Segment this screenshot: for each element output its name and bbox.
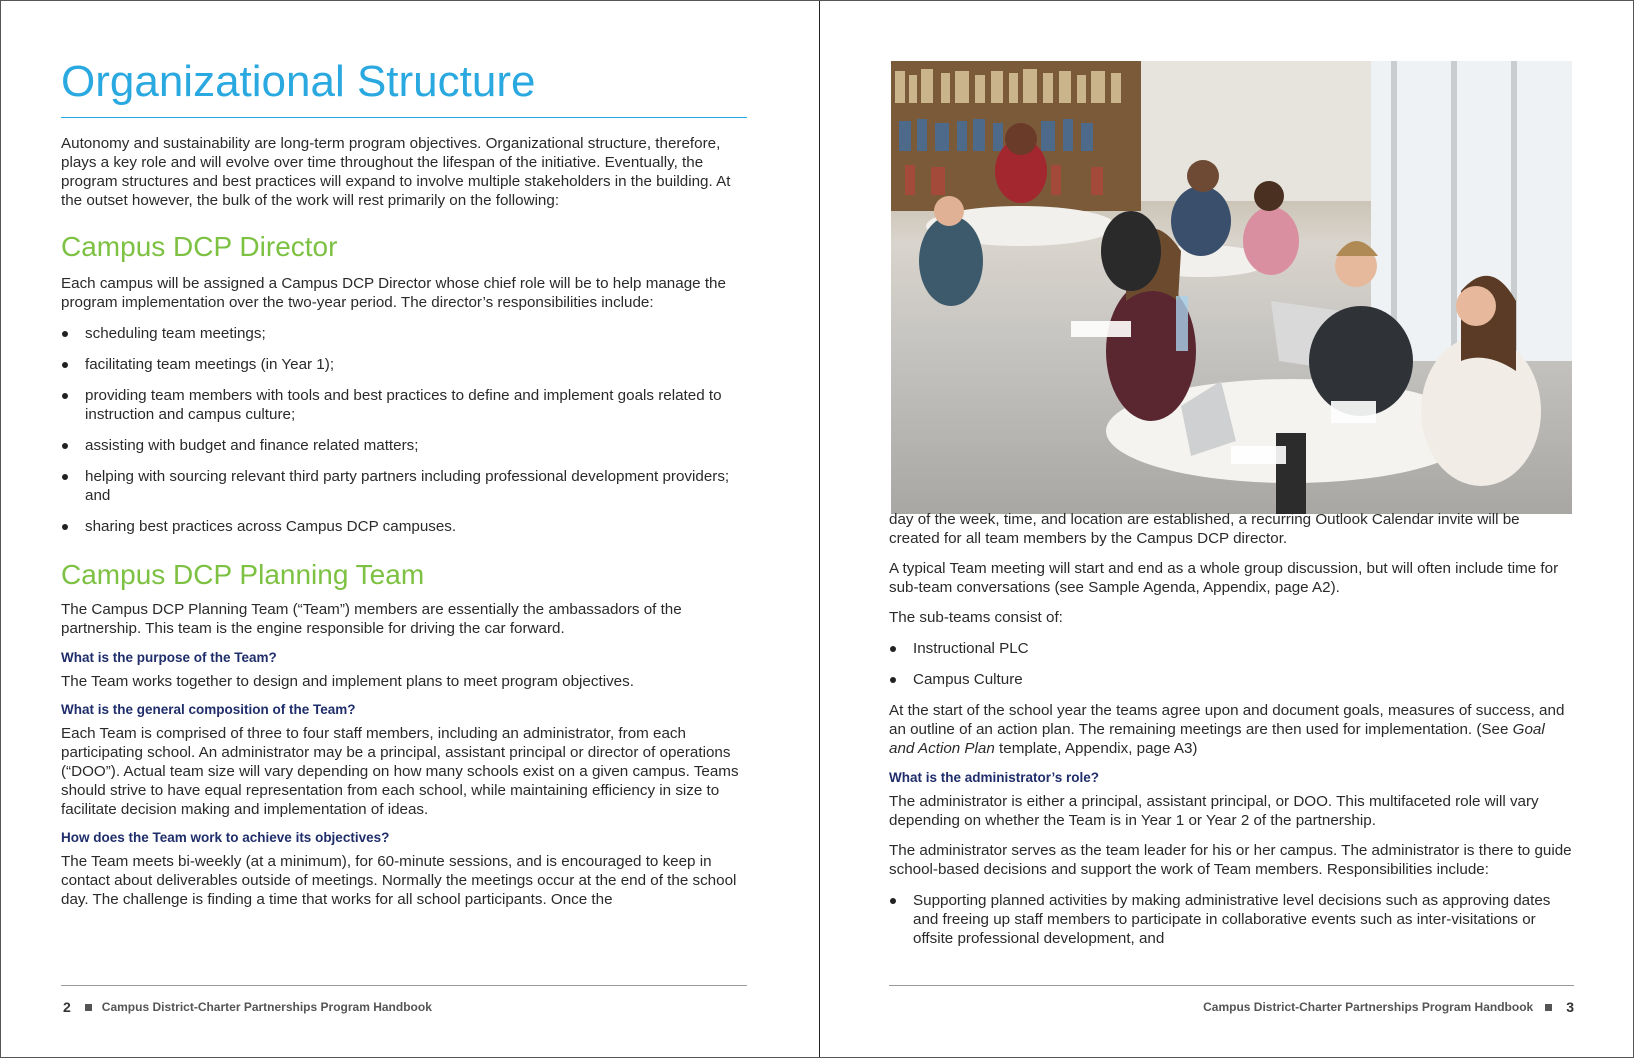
square-bullet-icon (1545, 1004, 1552, 1011)
intro-paragraph: Autonomy and sustainability are long-term program objectives. Organizational structure, therefore, plays a key role and will evolve over time throughout the lifespan of the initiative. Eventually, the program structures and best practices will expand to involve multiple stakeholders in the building. At the outset however, the bulk of the work will rest primarily on the following: (61, 135, 731, 209)
list-item: Campus Culture (889, 670, 1574, 689)
composition-answer: Each Team is comprised of three to four staff members, including an administrator, from each participating school. An administrator may be a principal, assistant principal or director of operations (“DOO”). Actual team size will vary depending on how many schools exist on a given campus. Teams should strive to have equal representation from each school, while maintaining efficiency in size to facilitate decision making and implementation of ideas. (61, 725, 739, 818)
director-responsibilities-list (61, 324, 747, 536)
page-number: 3 (1566, 999, 1574, 1015)
goals-paragraph (889, 701, 1574, 758)
left-column (61, 53, 747, 909)
purpose-answer: The Team works together to design and implement plans to meet program objectives. (61, 673, 634, 690)
right-footer (1203, 999, 1574, 1015)
left-page (1, 1, 819, 1057)
footer-title: Campus District-Charter Partnerships Program Handbook (1203, 1000, 1534, 1014)
objectives-question: How does the Team work to achieve its objectives? (61, 830, 390, 845)
director-paragraph: Each campus will be assigned a Campus DCP Director whose chief role will be to help manage the program implementation over the two-year period. The director’s responsibilities include: (61, 275, 726, 311)
meeting-paragraph: A typical Team meeting will start and end as a whole group discussion, but will often include time for sub-team conversations (see Sample Agenda, Appendix, page A2). (889, 560, 1559, 596)
footer-rule (889, 985, 1574, 986)
director-heading: Campus DCP Director (61, 231, 338, 262)
list-item: Supporting planned activities by making administrative level decisions such as approving dates and freeing up staff members to participate in collaborative events such as inter-visitations or offsite professional development, and (889, 891, 1574, 948)
square-bullet-icon (85, 1004, 92, 1011)
objectives-answer: The Team meets bi-weekly (at a minimum), for 60-minute sessions, and is encouraged to keep in contact about deliverables outside of meetings. Normally the meetings occur at the end of the school day. The challenge is finding a time that works for all school participants. Once the (61, 853, 737, 908)
list-item: facilitating team meetings (in Year 1); (61, 355, 747, 374)
list-item: sharing best practices across Campus DCP campuses. (61, 517, 747, 536)
list-item: scheduling team meetings; (61, 324, 747, 343)
planning-team-heading: Campus DCP Planning Team (61, 559, 425, 590)
administrator-responsibilities-list (889, 891, 1574, 948)
footer-title: Campus District-Charter Partnerships Program Handbook (101, 1000, 432, 1014)
right-column (889, 510, 1574, 948)
goals-text-start: At the start of the school year the teams agree upon and document goals, measures of success, and an outline of an action plan. The remaining meetings are then used for implementation. (See (889, 702, 1565, 738)
students-studying-illustration (891, 61, 1572, 514)
goals-plan-title: Goal and Action Plan (889, 721, 1545, 757)
subteams-list (889, 639, 1574, 689)
leader-paragraph: The administrator serves as the team leader for his or her campus. The administrator is there to guide school-based decisions and support the work of Team members. Responsibilities include: (889, 842, 1572, 878)
right-page (820, 1, 1633, 1057)
purpose-question: What is the purpose of the Team? (61, 650, 277, 665)
administrator-question: What is the administrator’s role? (889, 770, 1100, 785)
page-number: 2 (63, 999, 71, 1015)
left-footer (63, 999, 432, 1015)
page-title: Organizational Structure (61, 53, 747, 118)
schedule-paragraph: day of the week, time, and location are established, a recurring Outlook Calendar invite will be created for all team members by the Campus DCP director. (889, 511, 1520, 547)
list-item: helping with sourcing relevant third party partners including professional development providers; and (61, 467, 747, 505)
list-item: assisting with budget and finance related matters; (61, 436, 747, 455)
planning-team-paragraph: The Campus DCP Planning Team (“Team”) members are essentially the ambassadors of the partnership. This team is the engine responsible for driving the car forward. (61, 601, 682, 637)
goals-text-end: template, Appendix, page A3) (994, 740, 1198, 757)
list-item: providing team members with tools and best practices to define and implement goals related to instruction and campus culture; (61, 386, 747, 424)
composition-question: What is the general composition of the Team? (61, 702, 356, 717)
subteams-intro: The sub-teams consist of: (889, 609, 1063, 626)
administrator-answer: The administrator is either a principal, assistant principal, or DOO. This multifaceted role will vary depending on whether the Team is in Year 1 or Year 2 of the partnership. (889, 793, 1539, 829)
footer-rule (61, 985, 747, 986)
list-item: Instructional PLC (889, 639, 1574, 658)
classroom-photo (891, 61, 1572, 514)
